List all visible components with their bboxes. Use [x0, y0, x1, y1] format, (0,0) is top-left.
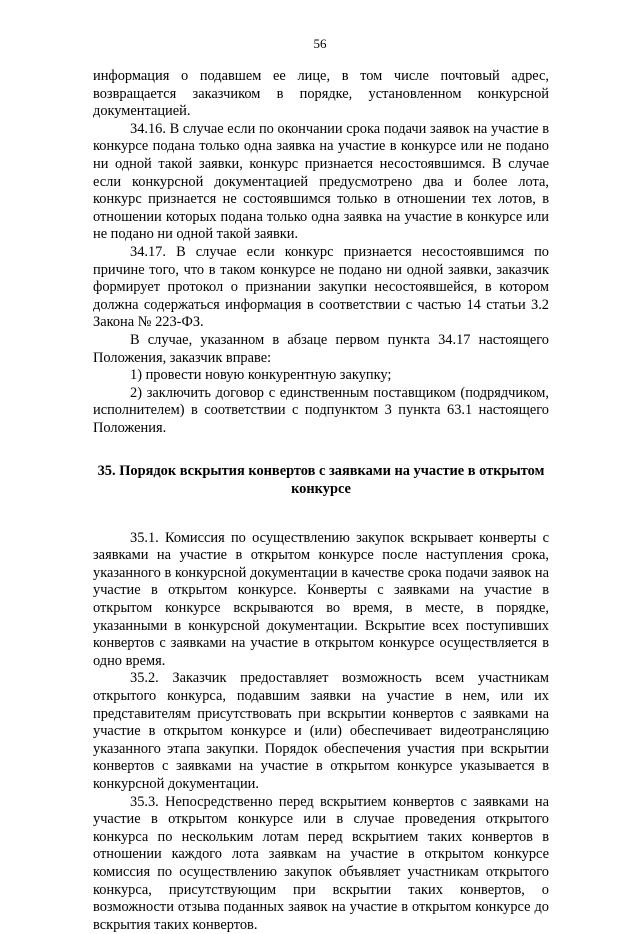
list-item-1: 1) провести новую конкурентную закупку;: [130, 367, 392, 384]
paragraph-35-2: 35.2. Заказчик предоставляет возможность всем участникам открытого конкурса, подавшим заявки на участие в нем, или их представителям присутствовать при вскрытии конвертов с заявками на участие в открытом конкурсе и (или) обеспечивает видеотрансляцию указанного этапа закупки. Порядок обеспечения участия при вскрытии конвертов с заявками на участие в открытом конкурсе указывается в конкурсной документации.: [93, 670, 549, 792]
paragraph-34-17-case: В случае, указанном в абзаце первом пункта 34.17 настоящего Положения, заказчик вправе:: [93, 331, 549, 366]
document-body: [93, 68, 549, 934]
section-heading: 35. Порядок вскрытия конвертов с заявками на участие в открытом конкурсе: [97, 463, 545, 498]
page-number: 56: [313, 36, 327, 51]
paragraph-34-17: 34.17. В случае если конкурс признается несостоявшимся по причине того, что в таком конкурсе не подано ни одной заявки, заказчик формирует протокол о признании закупки несостоявшейся, в котором должна содержаться информация в соответствии с частью 14 статьи 3.2 Закона № 223-ФЗ.: [93, 243, 549, 331]
paragraph-34-16: 34.16. В случае если по окончании срока подачи заявок на участие в конкурсе подана только одна заявка на участие в конкурсе или не подано ни одной такой заявки, конкурс признается несостоявшимся. В случае если конкурсной документацией предусмотрено два и более лота, конкурс признается не состоявшимся только в отношении тех лотов, в отношении которых подана только одна заявка на участие в конкурсе или не подано ни одной такой заявки.: [93, 120, 549, 243]
list-item-2: 2) заключить договор с единственным поставщиком (подрядчиком, исполнителем) в соответствии с подпунктом 3 пункта 63.1 настоящего Положения.: [93, 384, 549, 436]
paragraph-35-3: 35.3. Непосредственно перед вскрытием конвертов с заявками на участие в открытом конкурсе или в случае проведения открытого конкурса по нескольким лотам перед вскрытием таких конвертов в отношении каждого лота заявкам на участие в открытом конкурсе комиссия по осуществлению закупок объявляет участникам открытого конкурса, присутствующим при вскрытии таких конвертов, о возможности отзыва поданных заявок на участие в открытом конкурсе до вскрытия таких конвертов.: [93, 793, 549, 933]
paragraph-35-1: 35.1. Комиссия по осуществлению закупок вскрывает конверты с заявками на участие в открытом конкурсе после наступления срока, указанного в конкурсной документации в качестве срока подачи заявок на участие в открытом конкурсе. Конверты с заявками на участие в открытом конкурсе вскрываются во время, в месте, в порядке, указанными в конкурсной документации. Вскрытие всех поступивших конвертов с заявками на участие в открытом конкурсе осуществляется в одно время.: [93, 529, 549, 669]
paragraph-continuation: информация о подавшем ее лице, в том числе почтовый адрес, возвращается заказчиком в порядке, установленном конкурсной документацией.: [93, 68, 549, 120]
